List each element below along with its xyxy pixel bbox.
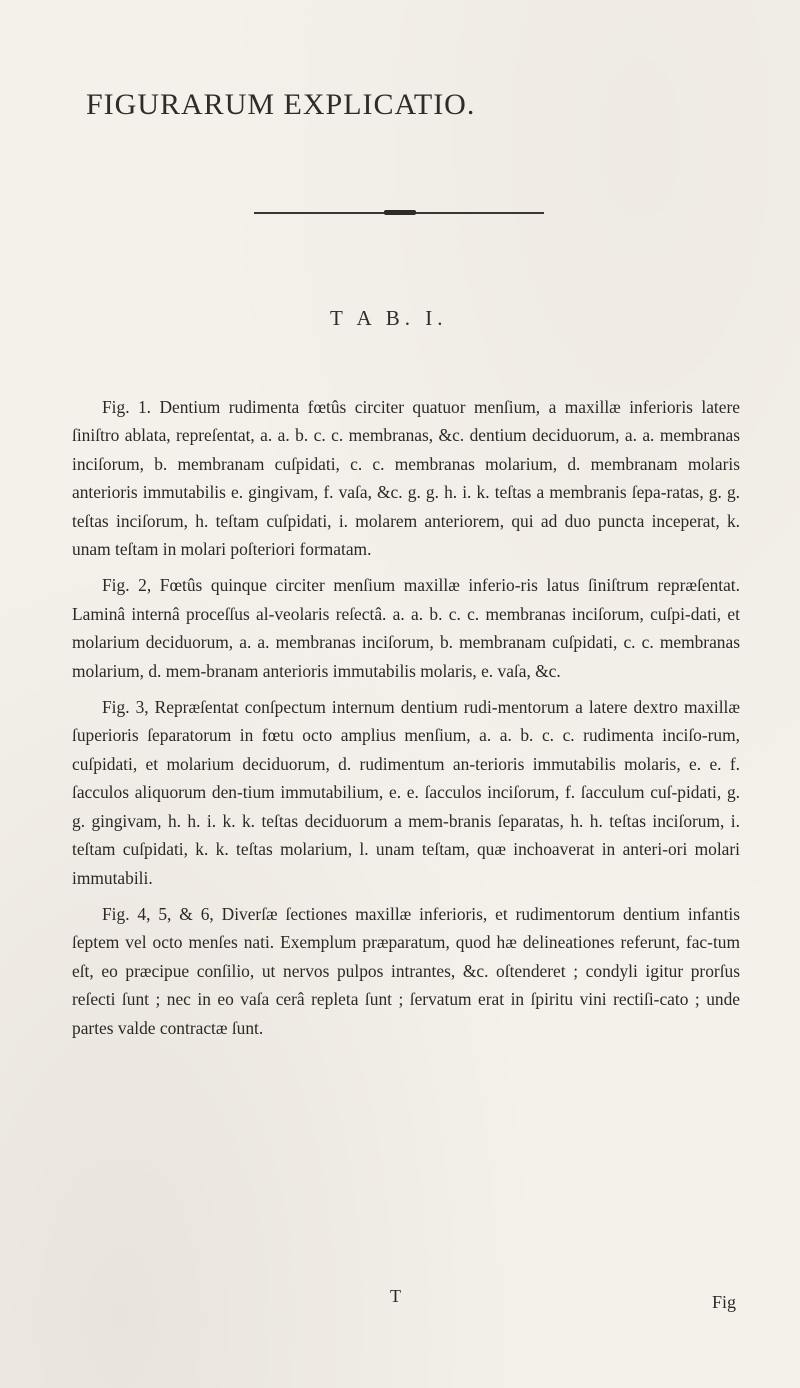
figure-explanations: [72, 393, 740, 1050]
paragraph-fig-1: Fig. 1. Dentium rudimenta fœtûs circiter quatuor menſium, a maxillæ inferioris latere ſiniſtro ablata, repreſentat, a. a. b. c. c. membranas, &c. dentium deciduorum, a. a. membranas inciſorum, b. membranam cuſpidati, c. c. membranas molarium, d. membranam molaris anterioris immutabilis e. gingivam, f. vaſa, &c. g. g. h. i. k. teſtas a membranis ſepa-ratas, g. g. teſtas inciſorum, h. teſtam cuſpidati, i. molarem anteriorem, qui ad duo puncta inceperat, k. unam teſtam in molari poſteriori formatam.: [72, 397, 740, 560]
paragraph-fig-4-6: Fig. 4, 5, & 6, Diverſæ ſectiones maxillæ inferioris, et rudimentorum dentium infantis ſeptem vel octo menſes nati. Exemplum præparatum, quod hæ delineationes referunt, fac-tum eſt, eo præcipue conſilio, ut nervos pulpos intrantes, &c. oſtenderet ; condyli igitur prorſus reſecti ſunt ; nec in eo vaſa cerâ repleta ſunt ; ſervatum erat in ſpiritu vini rectiſi-cato ; unde partes valde contractæ ſunt.: [72, 903, 740, 1038]
paragraph-fig-3: Fig. 3, Repræſentat conſpectum internum dentium rudi-mentorum a latere dextro maxillæ ſuperioris ſeparatorum in fœtu octo amplius menſium, a. a. b. c. c. rudimenta inciſo-rum, cuſpidati, et molarium deciduorum, d. rudimentum an-terioris immutabilis molaris, e. e. f. ſacculos aliquorum den-tium immutabilium, e. e. ſacculos inciſorum, f. ſacculum cuſ-pidati, g. g. gingivam, h. h. i. k. k. teſtas deciduorum a mem-branis ſeparatas, h. h. teſtas inciſorum, i. teſtam cuſpidati, k. k. teſtas molarium, l. unam teſtam, quæ inchoaverat in anteri-ori molari immutabili.: [72, 697, 740, 888]
paragraph-fig-2: Fig. 2, Fœtûs quinque circiter menſium maxillæ inferio-ris latus ſiniſtrum repræſentat. Laminâ internâ proceſſus al-veolaris reſectâ. a. a. b. c. c. membranas inciſorum, cuſpi-dati, et molarium deciduorum, a. a. membranas inciſorum, b. membranam cuſpidati, c. c. membranas molarium, d. mem-branam anterioris immutabilis molaris, e. vaſa, &c.: [72, 575, 740, 681]
page-footer: [0, 1286, 800, 1316]
catchword: Fig: [712, 1292, 737, 1312]
plate-title: T A B. I.: [330, 306, 448, 330]
page-heading: FIGURARUM EXPLICATIO.: [86, 88, 476, 121]
ornamental-rule: [254, 212, 544, 214]
signature-mark: T: [390, 1286, 401, 1306]
